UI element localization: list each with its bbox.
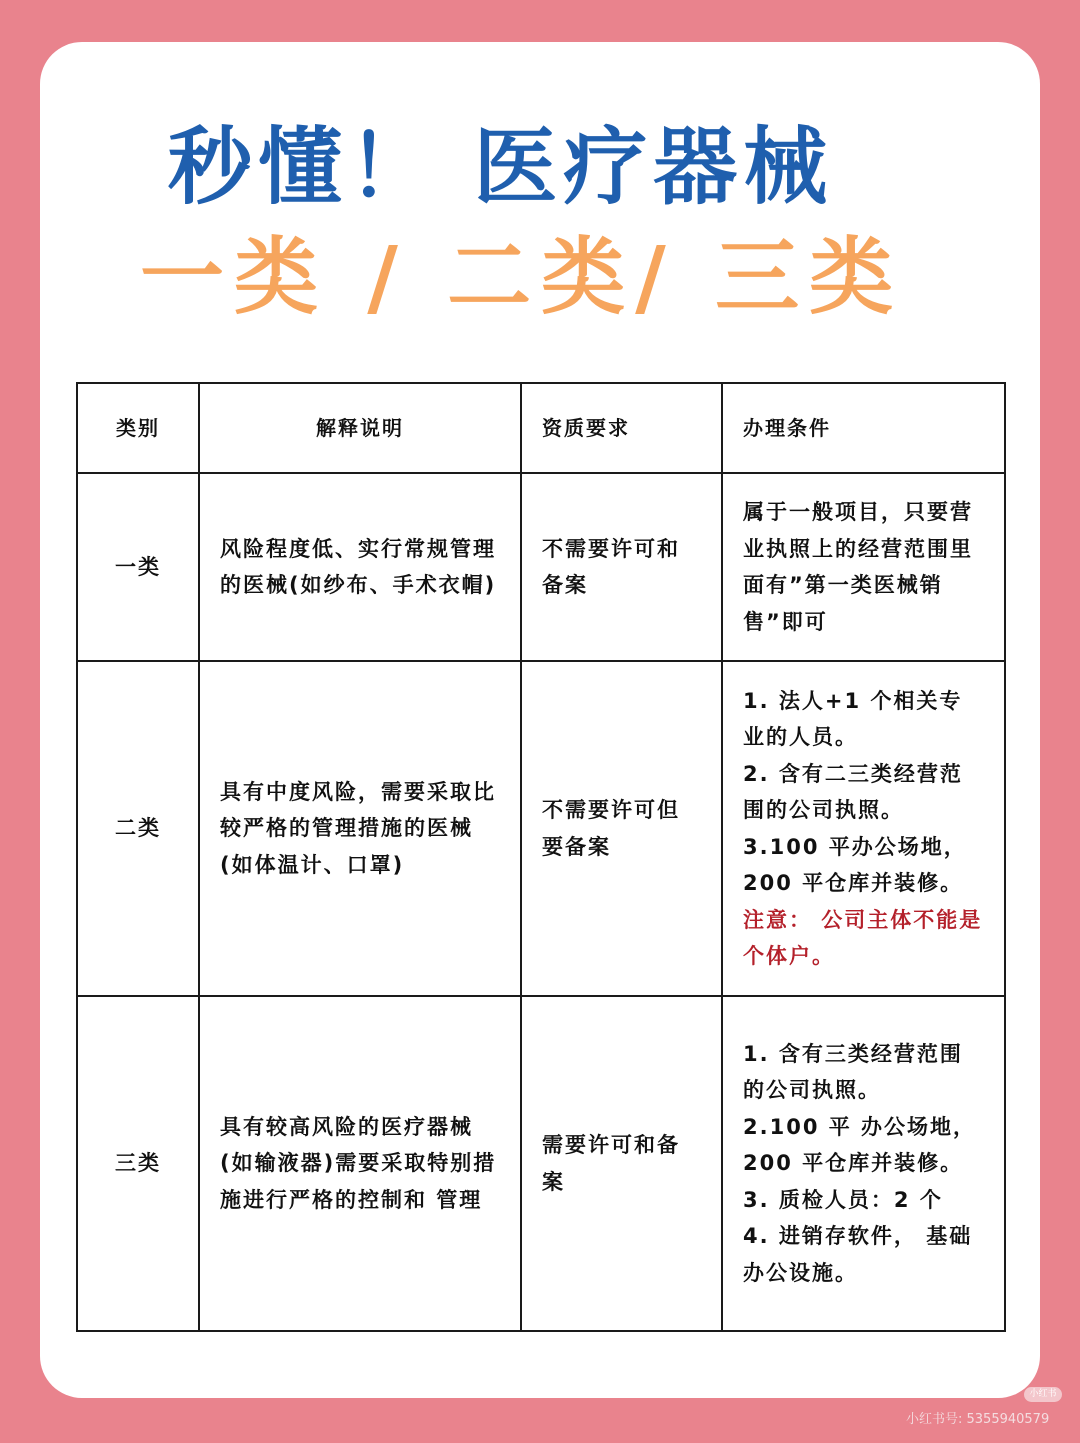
page-title: 秒懂！ 医疗器械: [168, 118, 834, 216]
cell-conditions: [722, 661, 1005, 996]
condition-item: 1. 含有三类经营范围的公司执照。: [743, 1041, 963, 1103]
header-category: 类别: [77, 383, 199, 473]
cell-conditions: [722, 473, 1005, 661]
page-subtitle: 一类 / 二类/ 三类: [140, 228, 904, 326]
table-row: [77, 473, 1005, 661]
condition-item: 2. 含有二三类经营范围的公司执照。: [743, 761, 963, 822]
table-row: [77, 996, 1005, 1331]
condition-item: 1. 法人+1 个相关专业的人员。: [743, 688, 963, 749]
condition-item: 2.100 平 办公场地，200 平仓库并装修。: [743, 1114, 977, 1176]
cell-qualification: 不需要许可和备案: [521, 473, 722, 661]
cell-qualification: 需要许可和备案: [521, 996, 722, 1331]
table-header-row: [77, 383, 1005, 473]
cell-conditions: [722, 996, 1005, 1331]
cell-explanation: 风险程度低、实行常规管理的医械(如纱布、手术衣帽): [199, 473, 521, 661]
condition-item: 属于一般项目，只要营业执照上的经营范围里面有”第一类医械销售”即可: [743, 500, 973, 634]
cell-category: 一类: [77, 473, 199, 661]
header-qualification: 资质要求: [521, 383, 722, 473]
condition-item: 4. 进销存软件， 基础 办公设施。: [743, 1224, 973, 1285]
header-conditions: 办理条件: [722, 383, 1005, 473]
cell-explanation: 具有中度风险，需要采取比较严格的管理措施的医械(如体温计、口罩): [199, 661, 521, 996]
watermark-text: 小红书号: 5355940579: [906, 1412, 1050, 1427]
condition-item: 3. 质检人员：2 个: [743, 1187, 943, 1212]
cell-category: 三类: [77, 996, 199, 1331]
warning-note: 注意： 公司主体不能是个体户。: [743, 907, 983, 968]
table-row: [77, 661, 1005, 996]
header-explanation: 解释说明: [199, 383, 521, 473]
device-class-table: [76, 382, 1006, 1332]
cell-category: 二类: [77, 661, 199, 996]
xiaohongshu-logo: 小红书: [1024, 1387, 1062, 1402]
cell-qualification: 不需要许可但要备案: [521, 661, 722, 996]
cell-explanation: 具有较高风险的医疗器械(如输液器)需要采取特别措施进行严格的控制和 管理: [199, 996, 521, 1331]
condition-item: 3.100 平办公场地，200 平仓库并装修。: [743, 834, 967, 895]
